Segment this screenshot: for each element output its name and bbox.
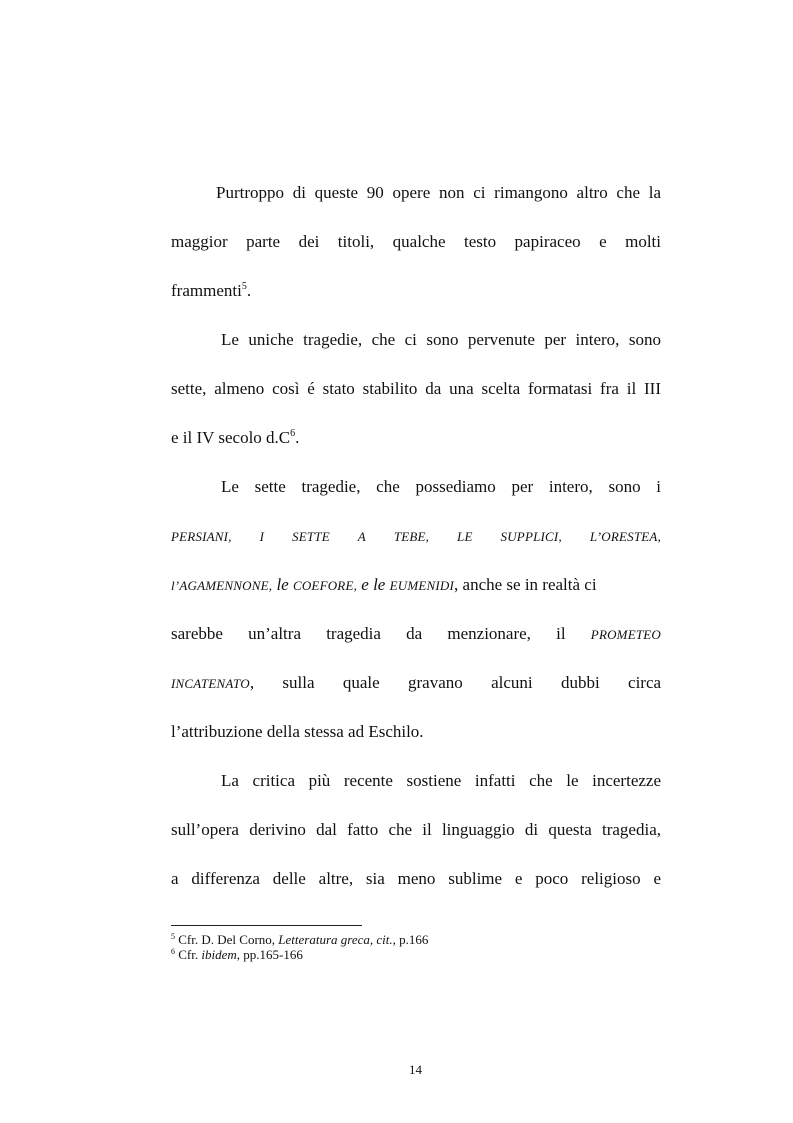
footnote-5 xyxy=(171,932,428,947)
p4-line-2 xyxy=(171,820,661,840)
p3-line-6-text: l’attribuzione della stessa ad Eschilo. xyxy=(171,722,424,741)
title-incatenato: INCATENATO xyxy=(171,676,250,691)
p2-line-1 xyxy=(221,330,661,350)
p2-line-3 xyxy=(171,428,661,448)
footnote-6 xyxy=(171,947,303,962)
p3-l4-w5: menzionare, xyxy=(447,624,531,643)
p1-line-3-end: . xyxy=(246,281,252,300)
title-coefore: COEFORE, xyxy=(292,578,358,593)
p3-line-3-rest: , anche se in realtà ci xyxy=(454,575,597,594)
p1-line-2 xyxy=(171,232,661,252)
title-prometeo: PROMETEO xyxy=(590,627,661,642)
p3-l5-w1: sulla xyxy=(282,673,315,692)
footnote-separator xyxy=(171,925,362,926)
p4-line-1 xyxy=(221,771,661,791)
p2-line-2 xyxy=(171,379,661,399)
title-word-a: A xyxy=(357,529,366,544)
p3-line-2 xyxy=(171,526,661,547)
p3-line-3-e-le: e le xyxy=(357,575,390,594)
p3-l5-w2: quale xyxy=(342,673,380,692)
p3-l5-w3: gravano xyxy=(408,673,463,692)
footnote-5-post: p.166 xyxy=(395,932,429,947)
p3-line-4 xyxy=(171,624,661,645)
p2-line-1-text: Le uniche tragedie, che ci sono pervenute per intero, sono xyxy=(221,330,661,349)
p1-line-1 xyxy=(216,183,661,203)
p3-l4-w4: da xyxy=(406,624,423,643)
footnote-5-title: Letteratura greca, cit., xyxy=(278,932,396,947)
footnote-6-pre: Cfr. xyxy=(175,947,202,962)
footnote-ref-5: 5 xyxy=(241,281,247,292)
p3-l5-punct: , xyxy=(249,673,255,692)
title-word-tebe: TEBE, xyxy=(393,529,430,544)
p3-line-1-text: Le sette tragedie, che possediamo per intero, sono i xyxy=(221,477,661,496)
p3-line-5 xyxy=(171,673,661,694)
p4-line-3-text: a differenza delle altre, sia meno sublime e poco religioso e xyxy=(171,869,661,888)
title-word-i: I xyxy=(259,529,265,544)
p3-line-6 xyxy=(171,722,661,742)
p3-l5-w5: dubbi xyxy=(560,673,600,692)
footnote-5-num: 5 xyxy=(171,932,175,941)
p2-line-3-end: . xyxy=(295,428,300,447)
title-persiani: PERSIANI, xyxy=(171,529,232,544)
p1-line-3-text: frammenti xyxy=(171,281,242,300)
p3-line-3 xyxy=(171,575,661,596)
p3-l4-w3: tragedia xyxy=(326,624,381,643)
title-eumenidi: EUMENIDI xyxy=(389,578,455,593)
p1-line-2-text: maggior parte dei titoli, qualche testo papiraceo e molti xyxy=(171,232,661,251)
footnote-6-num: 6 xyxy=(171,947,175,956)
p3-line-3-le: le xyxy=(272,575,293,594)
p3-line-1 xyxy=(221,477,661,497)
footnote-ref-6: 6 xyxy=(290,428,296,439)
footnote-6-post: , pp.165-166 xyxy=(236,947,303,962)
title-supplici: SUPPLICI, xyxy=(500,529,562,544)
page-number: 14 xyxy=(409,1062,422,1077)
title-word-le: LE xyxy=(457,529,473,544)
footnote-5-pre: Cfr. D. Del Corno, xyxy=(175,932,279,947)
p1-line-1-text: Purtroppo di queste 90 opere non ci rimangono altro che la xyxy=(216,183,661,202)
p3-l4-w1: sarebbe xyxy=(171,624,223,643)
p3-l5-w4: alcuni xyxy=(491,673,533,692)
p2-line-3-text: e il IV secolo d.C xyxy=(171,428,291,447)
p4-line-1-text: La critica più recente sostiene infatti che le incertezze xyxy=(221,771,661,790)
p4-line-2-text: sull’opera derivino dal fatto che il linguaggio di questa tragedia, xyxy=(171,820,661,839)
footnote-6-title: ibidem xyxy=(201,947,237,962)
title-orestea: L’ORESTEA xyxy=(589,529,658,544)
title-word-sette: SETTE xyxy=(292,529,330,544)
p4-line-3 xyxy=(171,869,661,889)
title-agamennone: l’AGAMENNONE, xyxy=(171,578,273,593)
p3-l4-w6: il xyxy=(556,624,566,643)
p1-line-3 xyxy=(171,281,661,301)
p3-l5-w6: circa xyxy=(628,673,662,692)
p3-l4-w2: un’altra xyxy=(248,624,301,643)
p2-line-2-text: sette, almeno così é stato stabilito da una scelta formatasi fra il III xyxy=(171,379,661,398)
p3-line-2-end: , xyxy=(657,529,662,544)
